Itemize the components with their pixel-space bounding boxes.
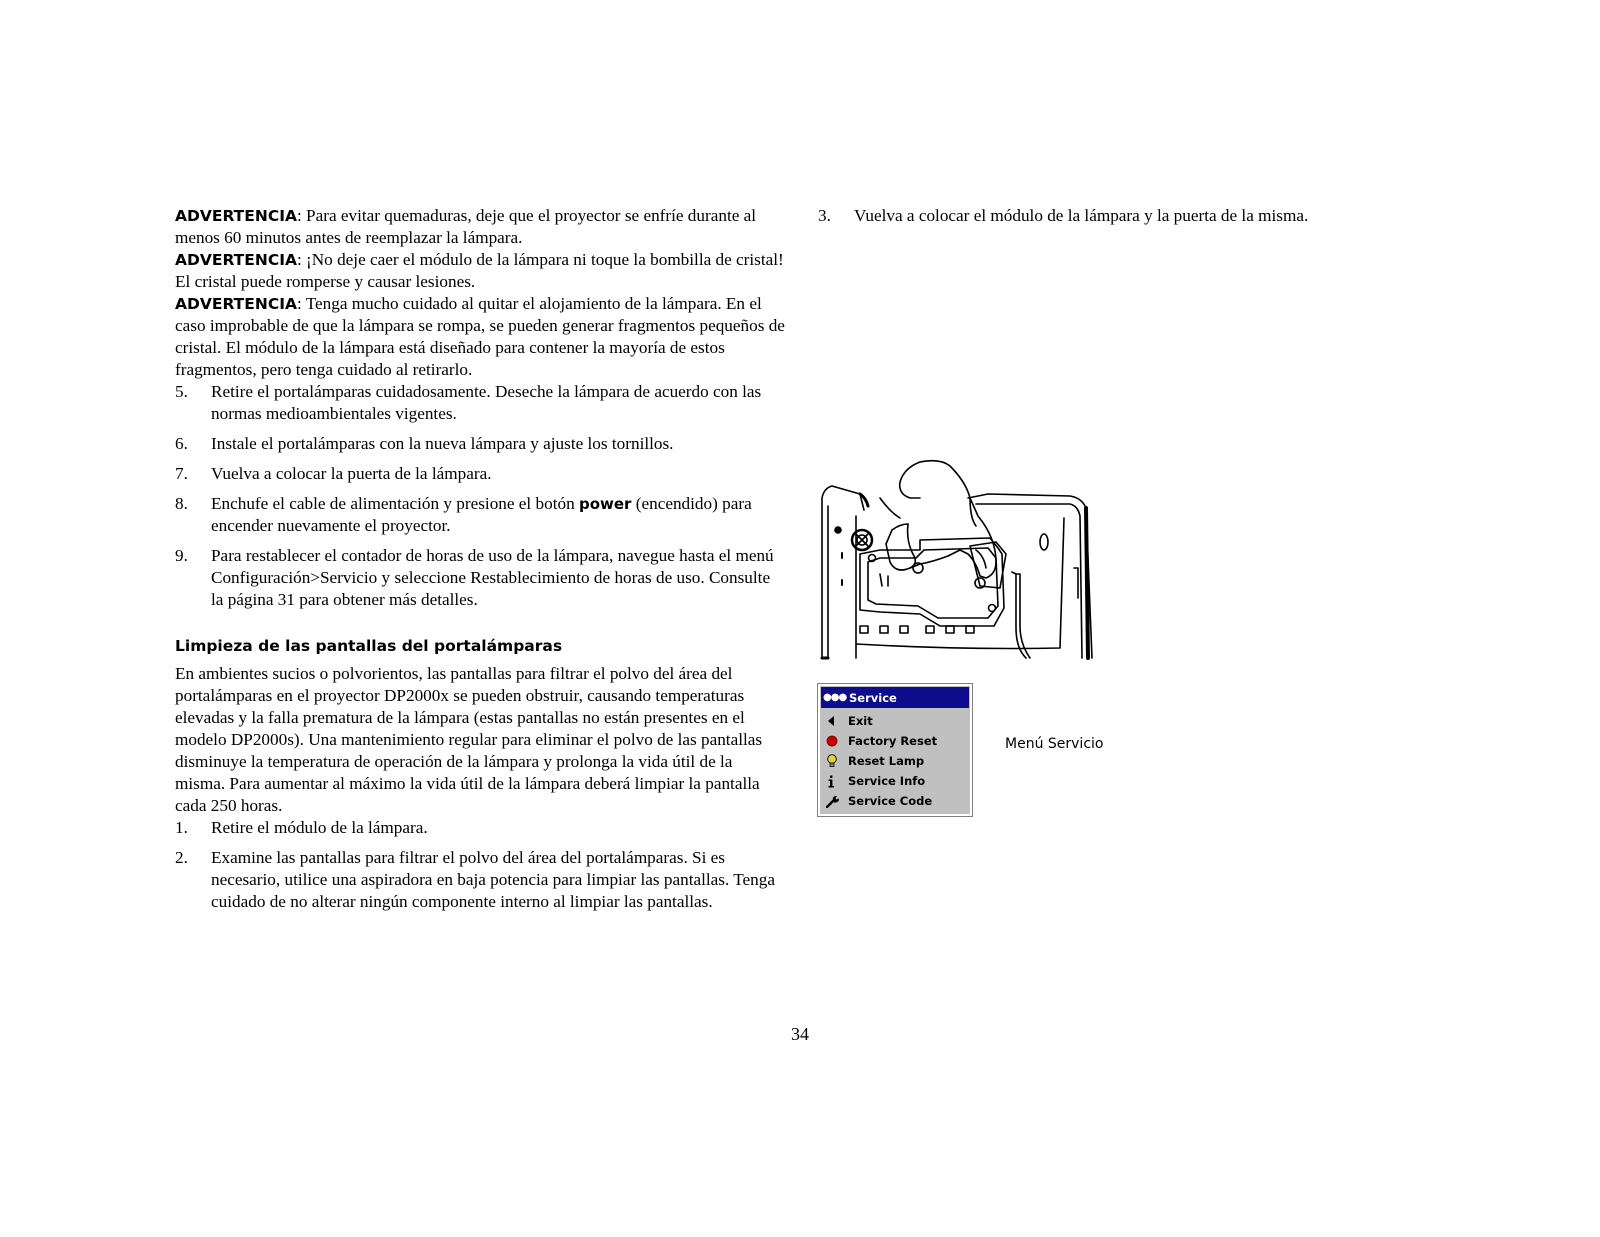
- step-number: 3.: [818, 206, 831, 225]
- step-text: Para restablecer el contador de horas de uso de la lámpara, navegue hasta el menú Configuración>Servicio y seleccione Restablecimiento de horas de uso. Consulte la página 31 para obtener más detalles.: [211, 546, 774, 609]
- warning-label: ADVERTENCIA: [175, 251, 297, 269]
- list-item: [175, 817, 785, 839]
- warning-3: [175, 293, 785, 381]
- menu-title-bar: [821, 687, 969, 708]
- list-item: [175, 381, 785, 425]
- step-text: Instale el portalámparas con la nueva lámpara y ajuste los tornillos.: [211, 434, 674, 453]
- step-text-before: Enchufe el cable de alimentación y presione el botón: [211, 494, 579, 513]
- menu-item-reset-lamp[interactable]: [820, 751, 970, 771]
- lightbulb-icon: [826, 754, 848, 768]
- step-number: 1.: [175, 818, 188, 837]
- menu-item-factory-reset[interactable]: [820, 731, 970, 751]
- list-item: [818, 205, 1538, 227]
- menu-item-service-info[interactable]: [820, 771, 970, 791]
- red-circle-icon: [826, 735, 848, 747]
- menu-item-label: Reset Lamp: [848, 754, 925, 768]
- step-text-after: (encendido) para encender nuevamente el proyector.: [211, 494, 752, 535]
- menu-item-label: Service Info: [848, 774, 926, 788]
- step-text: Retire el módulo de la lámpara.: [211, 818, 428, 837]
- section-heading: Limpieza de las pantallas del portalámparas: [175, 637, 563, 655]
- warning-text: : Tenga mucho cuidado al quitar el alojamiento de la lámpara. En el caso improbable de que la lámpara se rompa, se pueden generar fragmentos pequeños de cristal. El módulo de la lámpara está diseñado para contener la mayoría de estos fragmentos, pero tenga cuidado al retirarlo.: [175, 294, 785, 379]
- left-arrow-icon: [826, 715, 848, 727]
- warning-1: [175, 205, 785, 249]
- right-steps-list: [818, 205, 1538, 227]
- list-item: [175, 433, 785, 455]
- step-number: 7.: [175, 464, 188, 483]
- right-column: [818, 205, 1538, 227]
- list-item: [175, 847, 785, 913]
- warning-text: : ¡No deje caer el módulo de la lámpara ni toque la bombilla de cristal! El cristal puede romperse y causar lesiones.: [175, 250, 784, 291]
- warning-text: : Para evitar quemaduras, deje que el proyector se enfríe durante al menos 60 minutos antes de reemplazar la lámpara.: [175, 206, 757, 247]
- menu-item-label: Factory Reset: [848, 734, 938, 748]
- list-item: [175, 545, 785, 611]
- step-number: 8.: [175, 494, 188, 513]
- step-text: Vuelva a colocar la puerta de la lámpara.: [211, 464, 492, 483]
- menu-item-service-code[interactable]: [820, 791, 970, 811]
- step-number: 5.: [175, 382, 188, 401]
- list-item: [175, 493, 785, 537]
- power-term: power: [578, 495, 632, 513]
- page-number: 34: [791, 1024, 809, 1044]
- service-menu: [818, 684, 972, 816]
- menu-item-label: Exit: [848, 714, 873, 728]
- step-text: Examine las pantallas para filtrar el polvo del área del portalámparas. Si es necesario, utilice una aspiradora en baja potencia para limpiar las pantallas. Tenga cuidado de no alterar ningún componente interno al limpiar las pantallas.: [211, 848, 775, 911]
- info-icon: [826, 775, 848, 788]
- section-paragraph: En ambientes sucios o polvorientos, las pantallas para filtrar el polvo del área del portalámparas en el proyector DP2000x se pueden obstruir, causando temperaturas elevadas y la falla prematura de la lámpara (estas pantallas no están presentes en el modelo DP2000s). Una mantenimiento regular para eliminar el polvo de las pantallas disminuye la temperatura de operación de la lámpara y prolonga la vida útil de la misma. Para aumentar al máximo la vida útil de la lámpara deberá limpiar la pantalla cada 250 horas.: [175, 664, 763, 815]
- step-text: Vuelva a colocar el módulo de la lámpara y la puerta de la misma.: [854, 206, 1309, 225]
- projector-lamp-illustration: [820, 458, 1100, 660]
- warning-label: ADVERTENCIA: [175, 207, 297, 225]
- menu-item-label: Service Code: [848, 794, 933, 808]
- wrench-icon: [826, 795, 848, 808]
- warning-label: ADVERTENCIA: [175, 295, 297, 313]
- lamp-steps-list: [175, 381, 785, 611]
- step-number: 9.: [175, 546, 188, 565]
- step-text: Retire el portalámparas cuidadosamente. Deseche la lámpara de acuerdo con las normas medioambientales vigentes.: [211, 382, 762, 423]
- step-number: 6.: [175, 434, 188, 453]
- left-column: [175, 205, 785, 921]
- step-number: 2.: [175, 848, 188, 867]
- menu-dots-icon: ●●●: [823, 692, 847, 703]
- menu-title: Service: [849, 690, 897, 705]
- menu-item-exit[interactable]: [820, 711, 970, 731]
- clean-steps-list: [175, 817, 785, 913]
- warning-2: [175, 249, 785, 293]
- menu-caption: Menú Servicio: [1005, 736, 1104, 752]
- list-item: [175, 463, 785, 485]
